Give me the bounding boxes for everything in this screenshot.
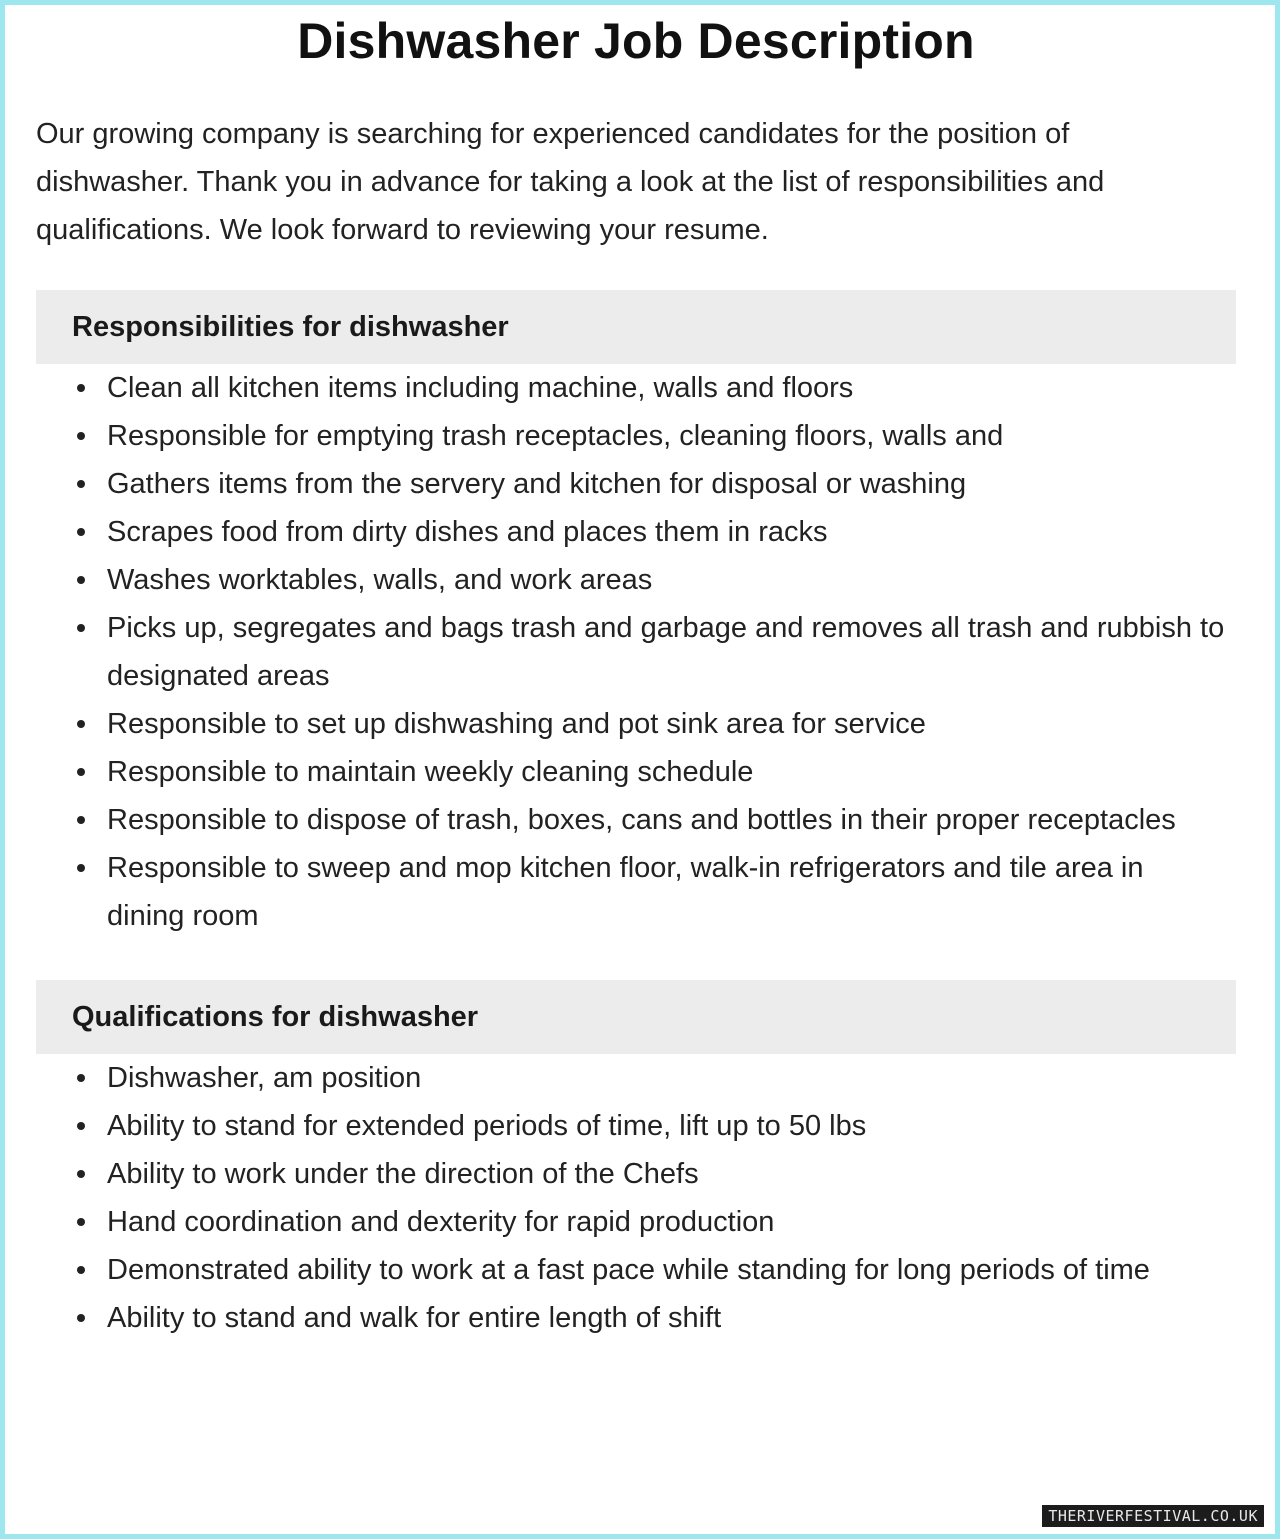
- list-item-text: Gathers items from the servery and kitchen for disposal or washing: [107, 468, 967, 500]
- list-item-text: Washes worktables, walls, and work areas: [107, 564, 653, 596]
- bullet-icon: [77, 1218, 85, 1226]
- responsibilities-list: [36, 364, 1236, 940]
- list-item-text: Hand coordination and dexterity for rapid production: [107, 1206, 775, 1238]
- list-item: [36, 556, 1236, 604]
- list-item: [36, 1150, 1236, 1198]
- list-item: [36, 1054, 1236, 1102]
- list-item-text: Clean all kitchen items including machine, walls and floors: [107, 372, 854, 404]
- list-item-text: Ability to stand for extended periods of time, lift up to 50 lbs: [107, 1110, 867, 1142]
- list-item-text: Demonstrated ability to work at a fast pace while standing for long periods of time: [107, 1254, 1150, 1286]
- list-item-text: Scrapes food from dirty dishes and places them in racks: [107, 516, 828, 548]
- list-item-text: Responsible to dispose of trash, boxes, cans and bottles in their proper receptacles: [107, 804, 1176, 836]
- intro-paragraph: Our growing company is searching for experienced candidates for the position of dishwasher. Thank you in advance for taking a look at the list of responsibilities and qualifications. We look forward to reviewing your resume.: [36, 118, 1105, 246]
- bullet-icon: [77, 1074, 85, 1082]
- list-item: [36, 844, 1236, 940]
- bullet-icon: [77, 720, 85, 728]
- bullet-icon: [77, 384, 85, 392]
- list-item: [36, 1246, 1236, 1294]
- list-item: [36, 700, 1236, 748]
- bullet-icon: [77, 1266, 85, 1274]
- list-item: [36, 1102, 1236, 1150]
- list-item-text: Ability to stand and walk for entire length of shift: [107, 1302, 722, 1334]
- bullet-icon: [77, 528, 85, 536]
- responsibilities-heading: Responsibilities for dishwasher: [36, 290, 1236, 364]
- bullet-icon: [77, 864, 85, 872]
- list-item: [36, 1198, 1236, 1246]
- qualifications-heading: Qualifications for dishwasher: [36, 980, 1236, 1054]
- list-item-text: Responsible to maintain weekly cleaning schedule: [107, 756, 754, 788]
- bullet-icon: [77, 816, 85, 824]
- list-item-text: Dishwasher, am position: [107, 1062, 422, 1094]
- list-item: [36, 412, 1236, 460]
- list-item: [36, 748, 1236, 796]
- list-item-text: Responsible to set up dishwashing and pot sink area for service: [107, 708, 926, 740]
- qualifications-list: [36, 1054, 1236, 1342]
- bullet-icon: [77, 624, 85, 632]
- bullet-icon: [77, 432, 85, 440]
- bullet-icon: [77, 576, 85, 584]
- bullet-icon: [77, 768, 85, 776]
- list-item: [36, 364, 1236, 412]
- list-item: [36, 1294, 1236, 1342]
- bullet-icon: [77, 1314, 85, 1322]
- bullet-icon: [77, 480, 85, 488]
- job-description-document: [36, 0, 1236, 1342]
- list-item: [36, 508, 1236, 556]
- list-item-text: Ability to work under the direction of the Chefs: [107, 1158, 699, 1190]
- list-item: [36, 604, 1236, 700]
- list-item-text: Picks up, segregates and bags trash and garbage and removes all trash and rubbish to designated areas: [107, 612, 1225, 692]
- list-item-text: Responsible to sweep and mop kitchen floor, walk-in refrigerators and tile area in dining room: [107, 852, 1144, 932]
- watermark-label: THERIVERFESTIVAL.CO.UK: [1042, 1505, 1264, 1527]
- bullet-icon: [77, 1170, 85, 1178]
- list-item: [36, 796, 1236, 844]
- page-title: Dishwasher Job Description: [297, 13, 975, 69]
- list-item: [36, 460, 1236, 508]
- bullet-icon: [77, 1122, 85, 1130]
- list-item-text: Responsible for emptying trash receptacles, cleaning floors, walls and: [107, 420, 1004, 452]
